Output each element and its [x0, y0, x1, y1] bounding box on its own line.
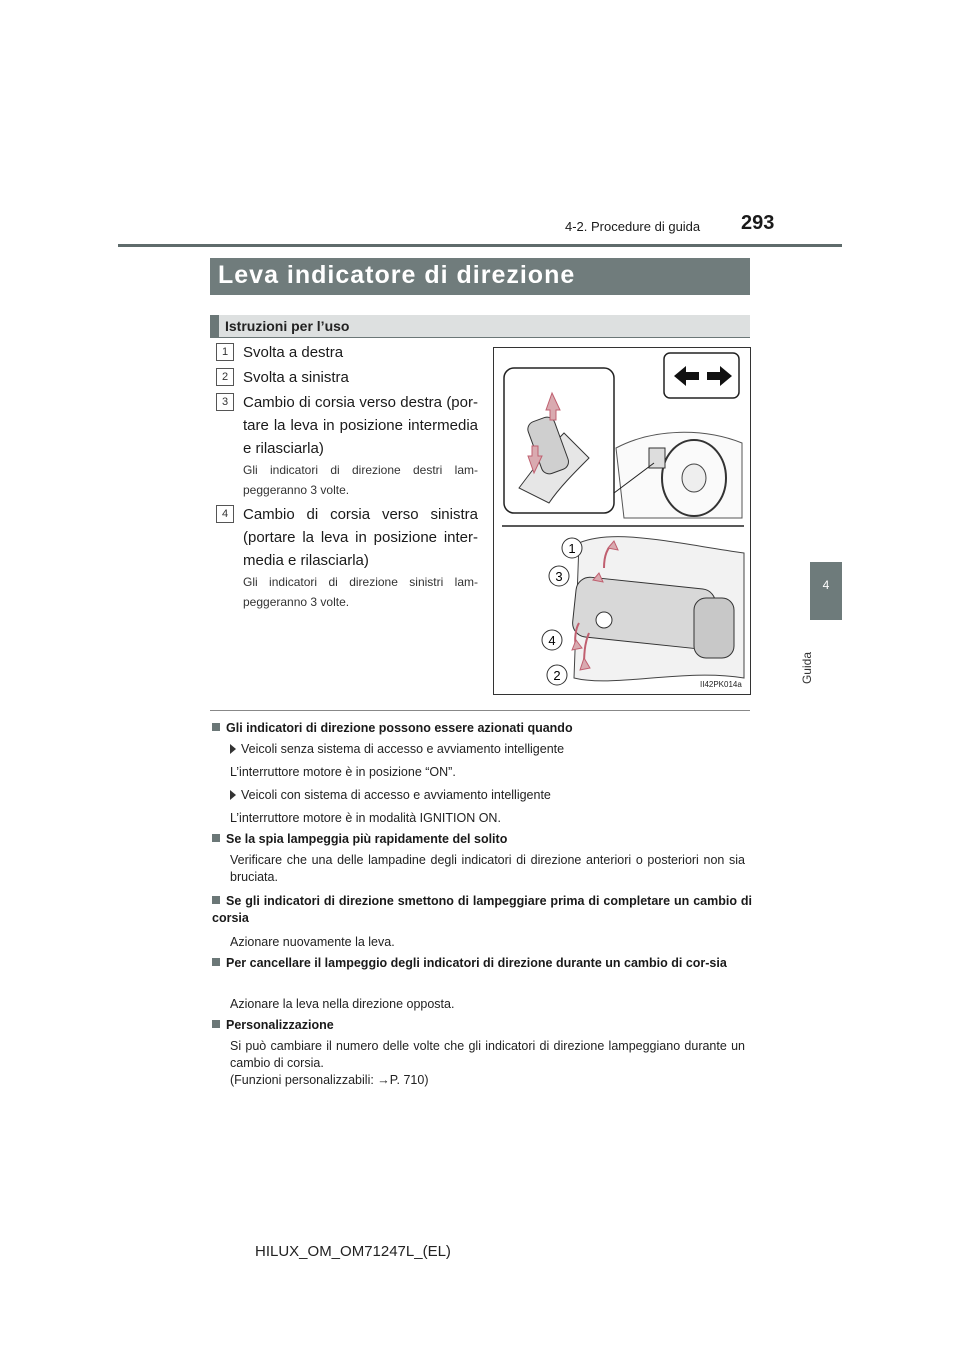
square-bullet-icon — [212, 1020, 220, 1028]
steering-hub — [682, 464, 706, 492]
note-text: (Funzioni personalizzabili: →P. 710) — [230, 1073, 429, 1087]
step-3-text: Cambio di corsia verso destra (por-tare la leva in posizione intermedia e rilasciarla) — [243, 394, 478, 457]
callout-4-label: 4 — [548, 633, 556, 648]
step-2-text: Svolta a sinistra — [243, 369, 349, 386]
triangle-bullet-icon — [230, 790, 236, 800]
page-number: 293 — [741, 212, 775, 234]
note-text: L’interruttore motore è in posizione “ON”. — [230, 765, 456, 779]
note-heading: Personalizzazione — [212, 1017, 752, 1034]
page-title: Leva indicatore di direzione — [218, 261, 576, 289]
step-1-text: Svolta a destra — [243, 344, 344, 361]
note-bullet: Veicoli senza sistema di accesso e avviamento intelligente — [230, 741, 745, 758]
step-3-note: Gli indicatori di direzione destri lam-peggeranno 3 volte. — [243, 463, 478, 497]
note-heading: Se la spia lampeggia più rapidamente del solito — [212, 831, 752, 848]
note-text: Verificare che una delle lampadine degli indicatori di direzione anteriori o posteriori non sia bruciata. — [230, 853, 745, 884]
section-reference: 4-2. Procedure di guida — [565, 219, 701, 234]
square-bullet-icon — [212, 958, 220, 966]
step-4-text: Cambio di corsia verso sinistra (portare la leva in posizione inter-media e rilasciarla) — [243, 506, 478, 569]
lever-tip — [694, 598, 734, 658]
document-code: HILUX_OM_OM71247L_(EL) — [255, 1243, 451, 1260]
triangle-bullet-icon — [230, 744, 236, 754]
light-switch-icon — [596, 612, 612, 628]
figure-code: II42PK014a — [700, 680, 742, 689]
note-bullet: Veicoli con sistema di accesso e avviamento intelligente — [230, 787, 745, 804]
square-bullet-icon — [212, 896, 220, 904]
note-text: Azionare la leva nella direzione opposta. — [230, 997, 455, 1011]
square-bullet-icon — [212, 834, 220, 842]
chapter-label: Guida — [800, 652, 814, 685]
note-heading: Per cancellare il lampeggio degli indicatori di direzione durante un cambio di cor-sia — [212, 955, 752, 972]
note-text: Si può cambiare il numero delle volte che gli indicatori di direzione lampeggiano durante un cambio di corsia. — [230, 1039, 745, 1070]
turn-signal-lever-illustration — [493, 347, 751, 695]
square-bullet-icon — [212, 723, 220, 731]
subtitle-marker — [210, 315, 219, 338]
note-text: Azionare nuovamente la leva. — [230, 935, 395, 949]
callout-1-label: 1 — [568, 541, 576, 556]
header-rule — [118, 244, 842, 247]
step-4-number: 4 — [216, 505, 234, 523]
callout-2-label: 2 — [553, 668, 561, 683]
note-heading: Gli indicatori di direzione possono essere azionati quando — [212, 720, 752, 737]
step-2-number: 2 — [216, 368, 234, 386]
section-divider — [210, 710, 750, 711]
step-3-number: 3 — [216, 393, 234, 411]
note-heading: Se gli indicatori di direzione smettono di lampeggiare prima di completare un cambio di corsia — [212, 894, 752, 925]
illustration-svg — [494, 348, 750, 694]
step-1-number: 1 — [216, 343, 234, 361]
note-text: L’interruttore motore è in modalità IGNITION ON. — [230, 811, 501, 825]
chapter-tab-number: 4 — [822, 578, 830, 592]
subtitle: Istruzioni per l’uso — [225, 318, 350, 334]
callout-3-label: 3 — [555, 569, 563, 584]
step-4-note: Gli indicatori di direzione sinistri lam-peggeranno 3 volte. — [243, 575, 478, 609]
